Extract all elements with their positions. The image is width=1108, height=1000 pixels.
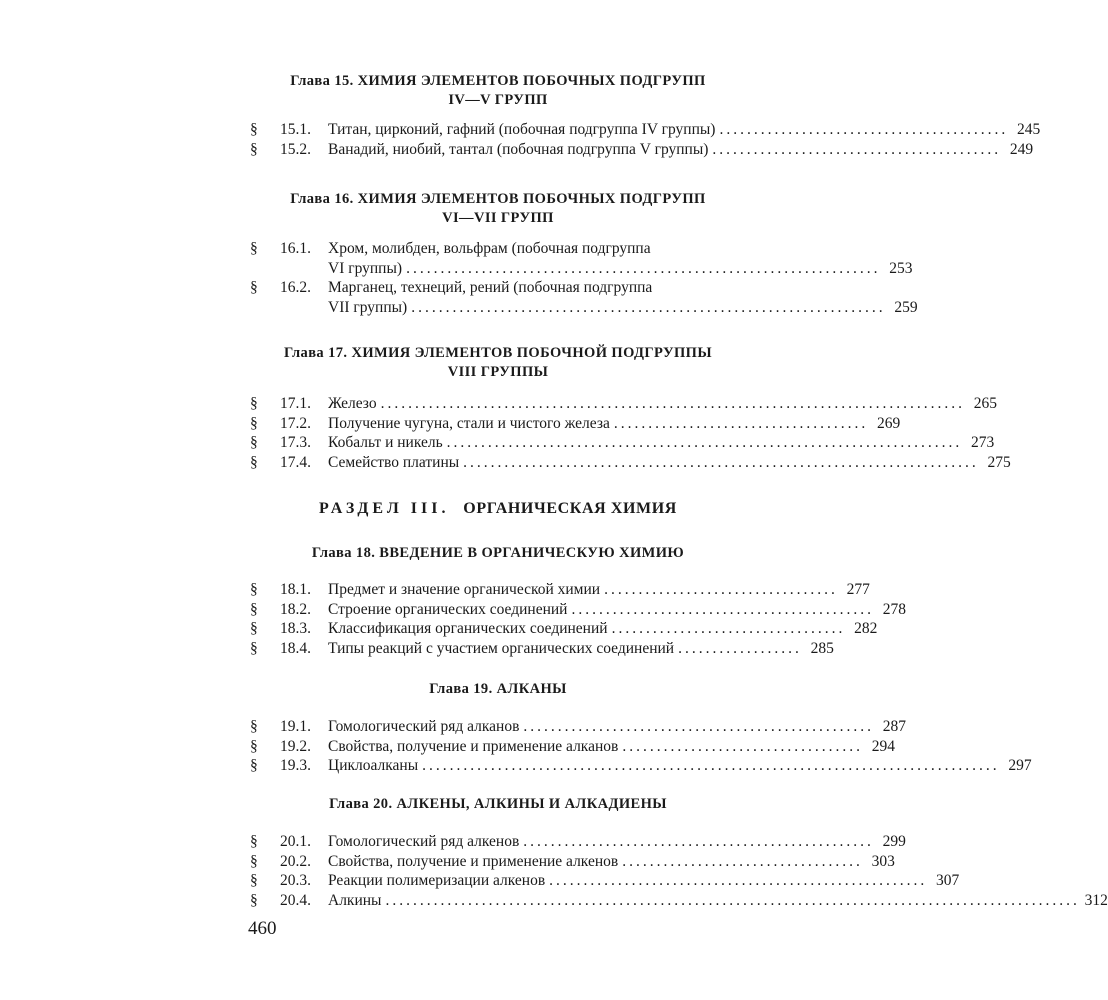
entry-number: 17.4. [280, 453, 311, 471]
section-sign: § [250, 240, 258, 257]
section-sign: § [250, 852, 258, 870]
toc-entry-15-1 [240, 120, 1041, 140]
entry-page: 259 [894, 298, 918, 316]
dot-leader: ............................................ [571, 600, 874, 618]
dot-leader: .......................................... [712, 140, 1002, 158]
dot-leader: ..................................................................... [406, 259, 881, 277]
chapter-16 [240, 190, 918, 317]
chapter-title: Глава 16. ХИМИЯ ЭЛЕМЕНТОВ ПОБОЧНЫХ ПОДГРУПП [290, 191, 706, 207]
section-sign: § [250, 737, 258, 755]
chapter-title: Глава 19. АЛКАНЫ [429, 681, 567, 697]
entry-title-continuation: VI группы) [328, 259, 403, 277]
entry-page: 278 [882, 600, 906, 618]
dot-leader: .................................. [611, 620, 846, 637]
chapter-title: Глава 17. ХИМИЯ ЭЛЕМЕНТОВ ПОБОЧНОЙ ПОДГРУППЫ [284, 345, 712, 361]
section-sign: § [250, 279, 258, 296]
section-sign: § [250, 581, 258, 598]
section-sign: § [250, 718, 258, 735]
chapter-15 [240, 72, 1041, 159]
toc-entry-19-3 [240, 756, 1032, 776]
toc-entry-16-2 [240, 278, 918, 317]
dot-leader: ................................................... [523, 833, 874, 850]
chapter-title-line2: VIII ГРУППЫ [447, 364, 549, 380]
chapter-18 [240, 544, 906, 658]
toc-entry-18-1 [240, 580, 870, 600]
section-sign: § [250, 453, 258, 471]
entry-number: 17.3. [280, 434, 311, 451]
dot-leader: ..................................................................... [411, 298, 886, 316]
entry-title: Циклоалканы [328, 757, 419, 774]
section-sign: § [250, 140, 258, 158]
section-sign: § [250, 121, 258, 138]
chapter-19 [240, 680, 1032, 776]
toc-entry-17-2 [240, 414, 901, 434]
entry-page: 297 [1008, 757, 1032, 774]
entry-page: 312 [1084, 891, 1108, 909]
toc-entry-20-3 [240, 871, 960, 891]
entry-page: 294 [871, 737, 895, 755]
toc-entry-18-2 [240, 600, 906, 620]
toc-entry-19-1 [240, 717, 907, 737]
entry-page: 282 [854, 620, 878, 637]
entry-page: 303 [871, 852, 895, 870]
entry-page: 273 [971, 434, 995, 451]
toc-entry-17-1 [240, 394, 997, 414]
entry-page: 269 [876, 414, 901, 432]
entry-number: 15.2. [280, 140, 311, 158]
entry-number: 20.1. [280, 833, 311, 850]
entry-number: 17.2. [280, 414, 311, 432]
section-sign: § [250, 872, 258, 889]
toc-entry-16-1 [240, 239, 913, 278]
entry-number: 20.3. [280, 872, 311, 889]
toc-entry-20-2 [240, 852, 895, 872]
entry-title: Классификация органических соединений [328, 620, 608, 637]
entry-page: 275 [987, 453, 1011, 471]
entry-title-continuation: VII группы) [328, 298, 408, 316]
entry-title: Ванадий, ниобий, тантал (побочная подгруппа V группы) [328, 140, 709, 158]
chapter-title: Глава 20. АЛКЕНЫ, АЛКИНЫ И АЛКАДИЕНЫ [329, 796, 667, 812]
dot-leader: ........................................................................... [446, 434, 963, 451]
entry-number: 18.4. [280, 639, 311, 657]
entry-title: Гомологический ряд алканов [328, 718, 520, 735]
entry-title: Железо [328, 395, 377, 412]
entry-title: Свойства, получение и применение алканов [328, 737, 619, 755]
section-sign: § [250, 757, 258, 774]
toc-entry-17-3 [240, 433, 995, 453]
section-sign: § [250, 600, 258, 618]
entry-number: 17.1. [280, 395, 311, 412]
entry-title: Марганец, технеций, рений (побочная подгруппа [328, 279, 653, 296]
dot-leader: ..................................................................................................... [385, 891, 1080, 909]
chapter-title: Глава 18. ВВЕДЕНИЕ В ОРГАНИЧЕСКУЮ ХИМИЮ [311, 545, 685, 561]
entry-page: 249 [1009, 140, 1034, 158]
entry-number: 18.2. [280, 600, 311, 618]
entry-page: 307 [936, 872, 960, 889]
section-sign: § [250, 414, 258, 432]
entry-number: 16.1. [280, 240, 311, 257]
chapter-20 [240, 795, 1108, 910]
entry-page: 299 [882, 833, 906, 850]
chapter-title-line2: IV—V ГРУПП [448, 92, 548, 108]
entry-page: 245 [1016, 121, 1041, 138]
entry-number: 19.1. [280, 718, 311, 735]
dot-leader: .......................................... [719, 121, 1009, 138]
toc-entry-18-3 [240, 619, 878, 639]
dot-leader: ................................................... [523, 718, 875, 735]
entry-number: 19.2. [280, 737, 311, 755]
dot-leader: ....................................................... [549, 872, 928, 889]
entry-title: Титан, цирконий, гафний (побочная подгруппа IV группы) [328, 121, 716, 138]
entry-title: Хром, молибден, вольфрам (побочная подгруппа [328, 240, 651, 257]
chapter-title: Глава 15. ХИМИЯ ЭЛЕМЕНТОВ ПОБОЧНЫХ ПОДГРУПП [290, 73, 706, 89]
entry-title: Семейство платины [328, 453, 460, 471]
entry-page: 287 [882, 718, 907, 735]
dot-leader: .................................. [604, 581, 838, 598]
entry-number: 18.1. [280, 581, 311, 598]
dot-leader: .................. [678, 639, 802, 657]
dot-leader: ................................... [622, 737, 863, 755]
entry-number: 18.3. [280, 620, 311, 637]
entry-page: 277 [846, 581, 870, 598]
dot-leader: ..................................................................................... [380, 395, 965, 412]
entry-title: Типы реакций с участием органических соединений [328, 639, 675, 657]
entry-number: 15.1. [280, 121, 311, 138]
section-sign: § [250, 833, 258, 850]
entry-page: 265 [973, 395, 997, 412]
dot-leader: ..................................... [613, 414, 869, 432]
entry-number: 20.2. [280, 852, 311, 870]
entry-page: 285 [810, 639, 834, 657]
chapter-17 [240, 344, 1011, 472]
dot-leader: ........................................................................... [463, 453, 979, 471]
section-sign: § [250, 620, 258, 637]
chapter-title-line2: VI—VII ГРУПП [442, 210, 554, 226]
section-sign: § [250, 395, 258, 412]
part-heading [240, 500, 756, 518]
toc-entry-19-2 [240, 737, 895, 757]
toc-entry-20-1 [240, 832, 906, 852]
part-title: ОРГАНИЧЕСКАЯ ХИМИЯ [463, 500, 677, 517]
entry-title: Строение органических соединений [328, 600, 568, 618]
section-sign: § [250, 891, 258, 909]
dot-leader: .................................................................................... [422, 757, 1000, 774]
section-sign: § [250, 434, 258, 451]
toc-entry-17-4 [240, 453, 1011, 473]
entry-title: Получение чугуна, стали и чистого железа [328, 414, 610, 432]
entry-number: 16.2. [280, 279, 311, 296]
entry-title: Реакции полимеризации алкенов [328, 872, 546, 889]
entry-title: Предмет и значение органической химии [328, 581, 601, 598]
entry-title: Кобальт и никель [328, 434, 443, 451]
toc-entry-18-4 [240, 639, 834, 659]
toc-entry-15-2 [240, 140, 1034, 160]
section-sign: § [250, 639, 258, 657]
entry-title: Гомологический ряд алкенов [328, 833, 520, 850]
dot-leader: ................................... [622, 852, 863, 870]
part-number: РАЗДЕЛ III. [319, 500, 450, 517]
entry-number: 19.3. [280, 757, 311, 774]
page-number: 460 [248, 918, 277, 939]
entry-title: Свойства, получение и применение алкенов [328, 852, 619, 870]
entry-title: Алкины [328, 891, 382, 909]
entry-page: 253 [889, 259, 913, 277]
toc-entry-20-4 [240, 891, 1108, 911]
entry-number: 20.4. [280, 891, 311, 909]
